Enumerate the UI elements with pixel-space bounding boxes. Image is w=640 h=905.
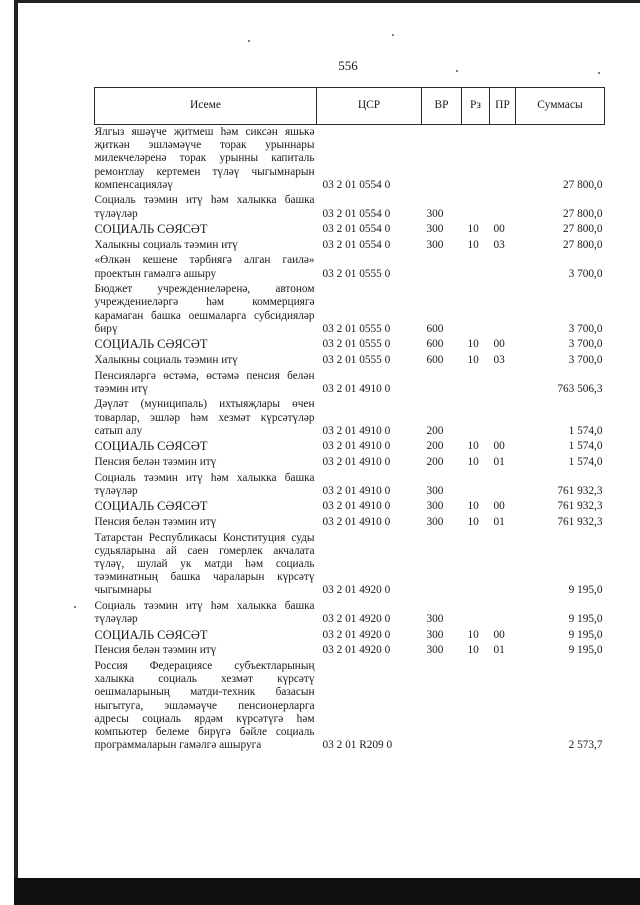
table-row: [95, 455, 605, 471]
cell-rz: [462, 659, 490, 754]
cell-pr: 00: [493, 440, 505, 453]
scan-speck: [248, 40, 250, 42]
cell-vr: 600: [426, 322, 444, 335]
table-row: [95, 353, 605, 369]
cell-sum: 9 195,0: [568, 628, 603, 641]
table-row: [95, 125, 605, 194]
cell-pr: 00: [493, 223, 505, 236]
cell-vr: 300: [426, 207, 444, 220]
cell-sum: 2 573,7: [568, 739, 603, 752]
cell-sum: 3 700,0: [568, 353, 603, 366]
cell-vr: [422, 125, 462, 194]
table-row: [95, 337, 605, 353]
cell-vr: 600: [426, 338, 444, 351]
cell-vr: 300: [426, 515, 444, 528]
cell-pr: 00: [493, 628, 505, 641]
cell-sum: 27 800,0: [562, 223, 603, 236]
cell-csr: 03 2 01 4910 0: [322, 484, 391, 497]
cell-pr: 03: [493, 238, 505, 251]
cell-csr: 03 2 01 4910 0: [322, 382, 391, 395]
table-row: [95, 193, 605, 222]
cell-pr: [490, 397, 516, 439]
cell-name: СОЦИАЛЬ СӘЯСӘТ: [94, 439, 208, 454]
column-header-sum: Суммасы: [516, 88, 605, 125]
cell-name: СОЦИАЛЬ СӘЯСӘТ: [94, 499, 208, 514]
cell-vr: [422, 531, 462, 599]
cell-csr: 03 2 01 4910 0: [322, 500, 391, 513]
cell-csr: 03 2 01 0555 0: [322, 322, 391, 335]
scan-speck: [74, 606, 76, 608]
cell-rz: [462, 282, 490, 337]
column-header-vr: ВР: [422, 88, 462, 125]
cell-name: Халыкны социаль тәэмин итү: [94, 238, 238, 251]
column-header-rz: Рз: [462, 88, 490, 125]
table-row: [95, 222, 605, 238]
cell-name: Халыкны социаль тәэмин итү: [94, 353, 238, 366]
cell-sum: 3 700,0: [568, 322, 603, 335]
cell-pr: [490, 282, 516, 337]
cell-rz: 10: [467, 223, 479, 236]
cell-rz: 10: [467, 644, 479, 657]
cell-name: Дәүләт (муниципаль) ихтыяҗлары өчен товарлар, эшләр һәм хезмәт күрсәтүләр сатып алу: [94, 398, 315, 437]
cell-csr: 03 2 01 R209 0: [322, 739, 393, 752]
cell-sum: 761 932,3: [557, 484, 603, 497]
cell-sum: 3 700,0: [568, 267, 603, 280]
cell-csr: 03 2 01 4920 0: [322, 628, 391, 641]
cell-csr: 03 2 01 4920 0: [322, 644, 391, 657]
cell-csr: 03 2 01 0555 0: [322, 338, 391, 351]
cell-pr: [490, 369, 516, 398]
table-row: [95, 599, 605, 628]
cell-csr: 03 2 01 4920 0: [322, 584, 391, 597]
cell-name: Татарстан Республикасы Конституция суды судьяларына ай саен гомерлек акчалата түләү, шулай ук матди һәм социаль тәэминатның башка чараларын күрсәтү чыгымнары: [94, 531, 315, 597]
cell-vr: [422, 369, 462, 398]
cell-pr: [490, 125, 516, 194]
cell-sum: 1 574,0: [568, 424, 603, 437]
cell-sum: 27 800,0: [562, 207, 603, 220]
scan-speck: [392, 34, 394, 36]
table-row: [95, 238, 605, 254]
cell-rz: [462, 397, 490, 439]
cell-sum: 761 932,3: [557, 515, 603, 528]
column-header-csr: ЦСР: [317, 88, 422, 125]
cell-csr: 03 2 01 0554 0: [322, 178, 391, 191]
cell-pr: 01: [493, 455, 505, 468]
cell-csr: 03 2 01 4920 0: [322, 613, 391, 626]
cell-vr: 300: [426, 628, 444, 641]
header-row: [95, 88, 605, 125]
cell-pr: [490, 659, 516, 754]
cell-name: Ялгыз яшәүче җитмеш һәм сиксән яшькә җиткән эшләмәүче торак урыннары милекчеләренә торак урынны капиталь ремонтлау кертемен түләү чыгымнарын компенсацияләү: [94, 126, 315, 191]
scan-edge-top: [18, 0, 640, 3]
cell-rz: 10: [467, 500, 479, 513]
cell-pr: 00: [493, 338, 505, 351]
cell-pr: 01: [493, 515, 505, 528]
cell-pr: [490, 193, 516, 222]
cell-csr: 03 2 01 0554 0: [322, 207, 391, 220]
cell-pr: 00: [493, 500, 505, 513]
table-row: [95, 253, 605, 282]
column-header-pr: ПР: [490, 88, 516, 125]
cell-vr: 300: [426, 613, 444, 626]
cell-vr: 300: [426, 644, 444, 657]
cell-name: Россия Федерациясе субъектларының халыкка социаль хезмәт күрсәтү оешмаларының матди-техник базасын ныгытуга, эшләмәүче пенсионерларга адресы социаль ярдәм күрсәтүгә һәм компьютер белеме бирүгә бәйле социаль программаларын гамәлгә ашыруга: [94, 659, 315, 752]
page-number: 556: [338, 58, 358, 73]
cell-rz: [462, 599, 490, 628]
cell-name: Бюджет учреждениеләренә, автоном учреждениеләргә һәм коммерциягә карамаган башка оешмаларга субсидияләр бирү: [94, 283, 315, 335]
cell-pr: [490, 531, 516, 599]
cell-rz: 10: [467, 455, 479, 468]
cell-vr: 600: [426, 353, 444, 366]
cell-sum: 9 195,0: [568, 644, 603, 657]
cell-name: СОЦИАЛЬ СӘЯСӘТ: [94, 627, 208, 642]
cell-vr: 200: [426, 455, 444, 468]
cell-name: Пенсия белән тәэмин итү: [94, 515, 217, 528]
table-row: [95, 499, 605, 515]
cell-vr: 200: [426, 440, 444, 453]
cell-vr: [422, 659, 462, 754]
scan-edge-left: [14, 0, 18, 890]
cell-rz: 10: [467, 238, 479, 251]
table-row: [95, 471, 605, 500]
cell-rz: [462, 531, 490, 599]
table-row: [95, 628, 605, 644]
cell-rz: 10: [467, 515, 479, 528]
cell-rz: [462, 193, 490, 222]
cell-pr: 01: [493, 644, 505, 657]
cell-pr: 03: [493, 353, 505, 366]
cell-name: СОЦИАЛЬ СӘЯСӘТ: [94, 337, 208, 352]
table-body: [95, 125, 605, 754]
cell-csr: 03 2 01 0554 0: [322, 223, 391, 236]
cell-name: Социаль тәэмин итү һәм халыкка башка түләүләр: [94, 599, 315, 626]
cell-vr: 300: [426, 238, 444, 251]
cell-csr: 03 2 01 0555 0: [322, 267, 391, 280]
cell-csr: 03 2 01 0554 0: [322, 238, 391, 251]
cell-pr: [490, 599, 516, 628]
cell-name: Социаль тәэмин итү һәм халыкка башка түләүләр: [94, 194, 315, 220]
cell-name: Пенсия белән тәэмин итү: [94, 644, 217, 657]
cell-rz: 10: [467, 353, 479, 366]
scan-edge-bottom: [14, 878, 640, 905]
cell-name: СОЦИАЛЬ СӘЯСӘТ: [94, 222, 208, 237]
cell-rz: 10: [467, 440, 479, 453]
cell-vr: 300: [426, 500, 444, 513]
cell-sum: 9 195,0: [568, 584, 603, 597]
cell-vr: [422, 253, 462, 282]
cell-vr: 300: [426, 484, 444, 497]
cell-sum: 9 195,0: [568, 613, 603, 626]
table-row: [95, 397, 605, 439]
cell-sum: 761 932,3: [557, 500, 603, 513]
cell-sum: 27 800,0: [562, 238, 603, 251]
cell-csr: 03 2 01 4910 0: [322, 440, 391, 453]
cell-rz: [462, 253, 490, 282]
cell-sum: 763 506,3: [557, 382, 603, 395]
table-row: [95, 282, 605, 337]
cell-rz: 10: [467, 628, 479, 641]
table-row: [95, 659, 605, 754]
budget-table: [94, 87, 605, 754]
cell-rz: [462, 369, 490, 398]
cell-rz: [462, 125, 490, 194]
cell-sum: 1 574,0: [568, 440, 603, 453]
cell-name: Социаль тәэмин итү һәм халыкка башка түләүләр: [94, 471, 315, 497]
cell-name: Пенсия белән тәэмин итү: [94, 455, 217, 468]
cell-csr: 03 2 01 0555 0: [322, 353, 391, 366]
table-header: [95, 88, 605, 125]
table-row: [95, 439, 605, 455]
cell-csr: 03 2 01 4910 0: [322, 424, 391, 437]
table-row: [95, 369, 605, 398]
cell-vr: 200: [426, 424, 444, 437]
cell-sum: 1 574,0: [568, 455, 603, 468]
column-header-name: Исеме: [95, 88, 317, 125]
cell-sum: 27 800,0: [562, 178, 603, 191]
table-row: [95, 531, 605, 599]
cell-pr: [490, 471, 516, 500]
cell-vr: 300: [426, 223, 444, 236]
cell-csr: 03 2 01 4910 0: [322, 455, 391, 468]
cell-name: Пенсияләргә өстәмә, өстәмә пенсия белән тәэмин итү: [94, 369, 315, 395]
cell-rz: 10: [467, 338, 479, 351]
cell-rz: [462, 471, 490, 500]
cell-sum: 3 700,0: [568, 338, 603, 351]
cell-pr: [490, 253, 516, 282]
cell-csr: 03 2 01 4910 0: [322, 515, 391, 528]
cell-name: «Өлкән кешене тәрбиягә алган гаилә» проектын гамәлгә ашыру: [94, 254, 315, 280]
table-row: [95, 643, 605, 659]
table-row: [95, 515, 605, 531]
